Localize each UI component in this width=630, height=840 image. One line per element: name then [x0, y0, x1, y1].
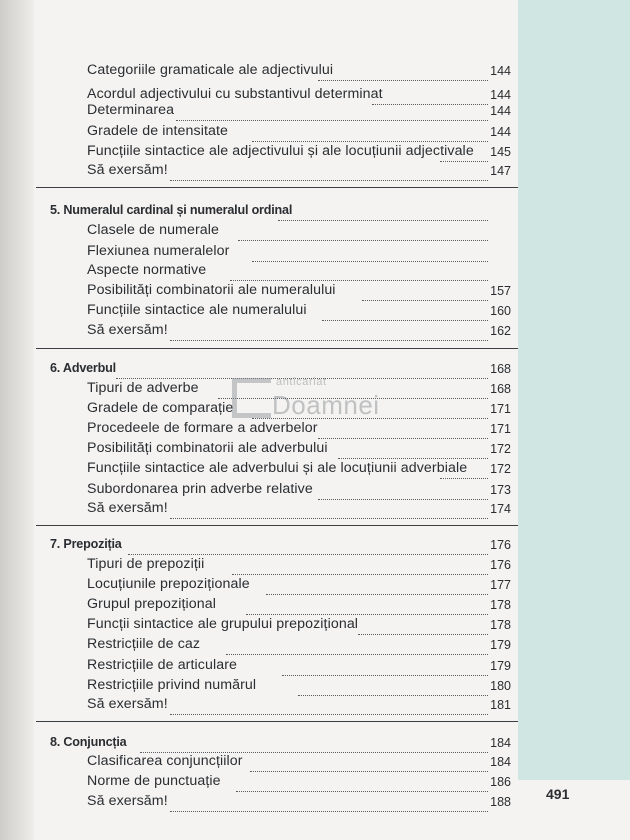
leader-dots — [252, 121, 488, 142]
watermark-logo — [232, 378, 382, 438]
toc-chapter — [0, 358, 630, 378]
section-divider — [36, 187, 518, 188]
leader-dots — [170, 160, 488, 181]
toc-entry-title: Tipuri de adverbe — [87, 380, 199, 396]
toc-entry — [0, 220, 630, 240]
toc-entry-title: Să exersăm! — [87, 696, 168, 712]
leader-dots — [298, 675, 488, 696]
toc-entry — [0, 498, 630, 518]
toc-entry-title: Să exersăm! — [87, 793, 168, 809]
toc-chapter — [0, 200, 630, 220]
toc-entry-page: 180 — [490, 679, 511, 693]
leader-dots — [226, 634, 488, 655]
section-divider — [36, 721, 518, 722]
toc-entry-title: Aspecte normative — [87, 262, 207, 278]
toc-entry-title: Clasele de numerale — [87, 222, 220, 238]
toc-entry — [0, 458, 630, 478]
toc-entry-page: 160 — [490, 304, 511, 318]
toc-chapter — [0, 732, 630, 752]
section-divider — [36, 348, 518, 349]
leader-dots — [176, 100, 488, 121]
leader-dots — [322, 300, 488, 321]
toc-entry — [0, 655, 630, 675]
leader-dots — [170, 320, 488, 341]
toc-chapter-page: 176 — [490, 538, 511, 552]
toc-entry — [0, 694, 630, 714]
toc-entry — [0, 634, 630, 654]
toc-entry — [0, 100, 630, 120]
leader-dots — [230, 260, 488, 281]
leader-dots — [282, 655, 488, 676]
leader-dots — [250, 751, 488, 772]
toc-entry — [0, 260, 630, 280]
toc-entry-page: 172 — [490, 462, 511, 476]
leader-dots — [266, 574, 488, 595]
toc-entry-title: Să exersăm! — [87, 322, 168, 338]
section-divider — [36, 525, 518, 526]
toc-entry-page: 157 — [490, 284, 511, 298]
toc-entry-page: 178 — [490, 618, 511, 632]
toc-entry-page: 188 — [490, 795, 511, 809]
toc-entry-page: 144 — [490, 88, 511, 102]
toc-entry-page: 173 — [490, 483, 511, 497]
toc-entry-page: 168 — [490, 382, 511, 396]
leader-dots — [358, 614, 488, 635]
toc-chapter-title: 8. Conjuncția — [50, 735, 127, 749]
toc-entry-title: Norme de punctuație — [87, 773, 221, 789]
toc-entry-title: Să exersăm! — [87, 162, 168, 178]
toc-entry-title: Gradele de intensitate — [87, 123, 229, 139]
toc-entry-title: Acordul adjectivului cu substantivul determinat — [87, 86, 383, 102]
toc-entry-title: Locuțiunile prepoziționale — [87, 576, 250, 592]
toc-entry-title: Determinarea — [87, 102, 175, 118]
toc-entry-title: Clasificarea conjuncțiilor — [87, 753, 243, 769]
leader-dots — [238, 220, 488, 241]
toc-chapter-page: 184 — [490, 736, 511, 750]
toc-entry — [0, 479, 630, 499]
page-number: 491 — [546, 786, 570, 802]
toc-entry-page: 176 — [490, 558, 511, 572]
toc-entry — [0, 121, 630, 141]
toc-entry-title: Grupul prepozițional — [87, 596, 216, 612]
toc-entry-page: 177 — [490, 578, 511, 592]
toc-chapter-page: 168 — [490, 362, 511, 376]
leader-dots — [252, 241, 488, 262]
toc-chapter-title: 6. Adverbul — [50, 361, 116, 375]
toc-entry-page: 179 — [490, 638, 511, 652]
toc-entry-title: Funcțiile sintactice ale numeralului — [87, 302, 307, 318]
leader-dots — [232, 554, 488, 575]
leader-dots — [246, 594, 488, 615]
leader-dots — [236, 771, 488, 792]
leader-dots — [170, 694, 488, 715]
toc-entry-page: 172 — [490, 442, 511, 456]
toc-entry-title: Să exersăm! — [87, 500, 168, 516]
toc-entry-page: 171 — [490, 422, 511, 436]
toc-entry — [0, 280, 630, 300]
leader-dots — [362, 280, 488, 301]
leader-dots — [170, 791, 488, 812]
toc-entry-title: Posibilități combinatorii ale adverbului — [87, 440, 328, 456]
toc-entry-page: 174 — [490, 502, 511, 516]
toc-entry-page: 144 — [490, 64, 511, 78]
toc-entry-title: Gradele de comparație — [87, 400, 234, 416]
watermark-small-text: anticariat — [276, 376, 327, 388]
leader-dots — [278, 200, 488, 221]
toc-entry — [0, 675, 630, 695]
toc-entry — [0, 438, 630, 458]
toc-entry — [0, 574, 630, 594]
toc-entry-page: 179 — [490, 659, 511, 673]
toc-entry-title: Procedeele de formare a adverbelor — [87, 420, 318, 436]
toc-entry — [0, 300, 630, 320]
toc-entry-title: Subordonarea prin adverbe relative — [87, 481, 313, 497]
toc-entry-title: Restricțiile de articulare — [87, 657, 238, 673]
toc-entry-page: 147 — [490, 164, 511, 178]
watermark-frame-icon — [232, 378, 271, 418]
toc-entry — [0, 160, 630, 180]
toc-entry — [0, 141, 630, 161]
toc-entry-page: 144 — [490, 125, 511, 139]
toc-entry — [0, 241, 630, 261]
toc-entry-page: 145 — [490, 145, 511, 159]
toc-chapter-title: 5. Numeralul cardinal și numeralul ordinal — [50, 203, 293, 217]
toc-entry-page: 178 — [490, 598, 511, 612]
toc-entry-title: Categoriile gramaticale ale adjectivului — [87, 62, 334, 78]
toc-entry — [0, 614, 630, 634]
toc-entry-page: 184 — [490, 755, 511, 769]
toc-chapter-title: 7. Prepoziția — [50, 537, 122, 551]
toc-entry — [0, 320, 630, 340]
toc-entry-page: 162 — [490, 324, 511, 338]
toc-entry — [0, 791, 630, 811]
toc-entry-title: Funcțiile sintactice ale adjectivului și ale locuțiunii adjectivale — [87, 143, 474, 159]
toc-entry-title: Posibilități combinatorii ale numeralului — [87, 282, 336, 298]
leader-dots — [318, 60, 488, 81]
toc-entry-page: 144 — [490, 104, 511, 118]
toc-entry-title: Funcțiile sintactice ale adverbului și ale locuțiunii adverbiale — [87, 460, 468, 476]
toc-entry-title: Flexiunea numeralelor — [87, 243, 230, 259]
toc-entry-title: Restricțiile de caz — [87, 636, 201, 652]
toc-entry — [0, 771, 630, 791]
toc-entry-page: 186 — [490, 775, 511, 789]
toc-entry — [0, 554, 630, 574]
leader-dots — [128, 534, 488, 555]
leader-dots — [140, 732, 488, 753]
toc-entry-title: Restricțiile privind numărul — [87, 677, 257, 693]
toc-entry — [0, 594, 630, 614]
toc-chapter — [0, 534, 630, 554]
toc-entry-title: Tipuri de prepoziții — [87, 556, 205, 572]
leader-dots — [170, 498, 488, 519]
toc-entry — [0, 60, 630, 80]
toc-entry-page: 181 — [490, 698, 511, 712]
leader-dots — [318, 479, 488, 500]
toc-entry-title: Funcții sintactice ale grupului prepozițional — [87, 616, 359, 632]
toc-entry — [0, 751, 630, 771]
leader-dots — [338, 438, 488, 459]
toc-entry-page: 171 — [490, 402, 511, 416]
watermark-big-text: Doamnei — [272, 390, 380, 420]
